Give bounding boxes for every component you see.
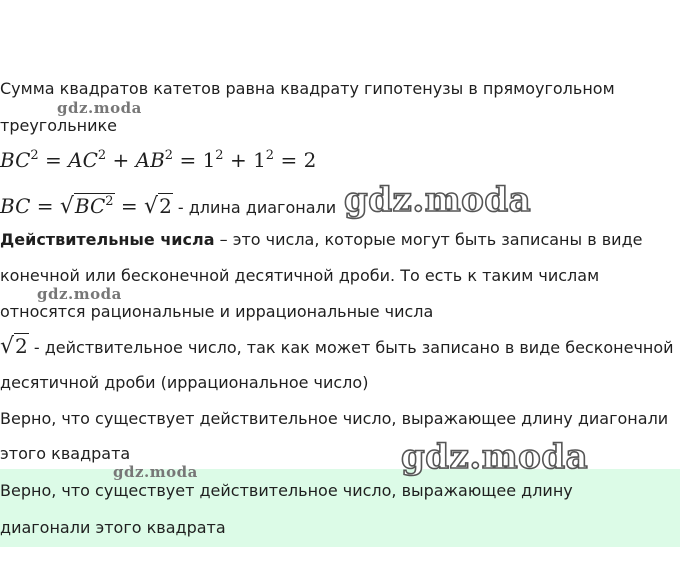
definition-text: – это числа, которые могут быть записаны в виде xyxy=(214,230,643,249)
text-line: относятся рациональные и иррациональные числа xyxy=(0,302,434,321)
watermark: gdz.moda xyxy=(113,463,198,481)
text-line: Сумма квадратов катетов равна квадрату гипотенузы в прямоугольном xyxy=(0,79,615,98)
answer-line: диагонали этого квадрата xyxy=(0,518,226,537)
text-line: этого квадрата xyxy=(0,444,131,463)
answer-line: Верно, что существует действительное число, выражающее длину xyxy=(0,481,573,500)
definition-line xyxy=(0,230,642,250)
text-line: десятичной дроби (иррациональное число) xyxy=(0,373,369,392)
math-exp: 2 xyxy=(215,148,224,163)
watermark: gdz.moda xyxy=(401,437,589,477)
math-exp: 2 xyxy=(265,148,275,163)
math-caption: - длина диагонали xyxy=(172,198,337,217)
definition-term: Действительные числа xyxy=(0,230,215,249)
text-line: конечной или бесконечной десятичной дроби. То есть к таким числам xyxy=(0,266,600,285)
equation-diagonal: BC = $√BC^2 = √2$ - длина диагонали xyxy=(0,194,337,219)
math-term: 1 xyxy=(202,148,216,172)
math-term: 1 xyxy=(253,148,266,172)
math-exp: 2 xyxy=(97,148,107,163)
watermark: gdz.moda xyxy=(57,99,142,117)
sqrt-line: √2 - действительное число, так как может быть записано в виде бесконечной xyxy=(0,334,674,359)
math-term: BC xyxy=(0,148,31,172)
math-term: BC xyxy=(0,194,31,218)
sqrt-expression: $√BC^2$ xyxy=(59,194,114,219)
math-term: 2 xyxy=(303,148,317,172)
text-line: Верно, что существует действительное число, выражающее длину диагонали xyxy=(0,409,669,428)
sqrt-expression: √2 xyxy=(0,334,28,359)
math-term: AB xyxy=(135,148,165,172)
watermark: gdz.moda xyxy=(37,285,122,303)
math-term: AC xyxy=(68,148,98,172)
watermark: gdz.moda xyxy=(344,180,532,220)
sqrt-expression: √2 xyxy=(144,194,172,219)
equation-pythagoras: $BC^2 = AC^2 + AB^2 = 1^2 + 1^2 = 2$ xyxy=(0,148,317,172)
math-exp: 2 xyxy=(164,148,174,163)
math-exp: 2 xyxy=(30,148,39,163)
text-line: треугольнике xyxy=(0,116,118,135)
